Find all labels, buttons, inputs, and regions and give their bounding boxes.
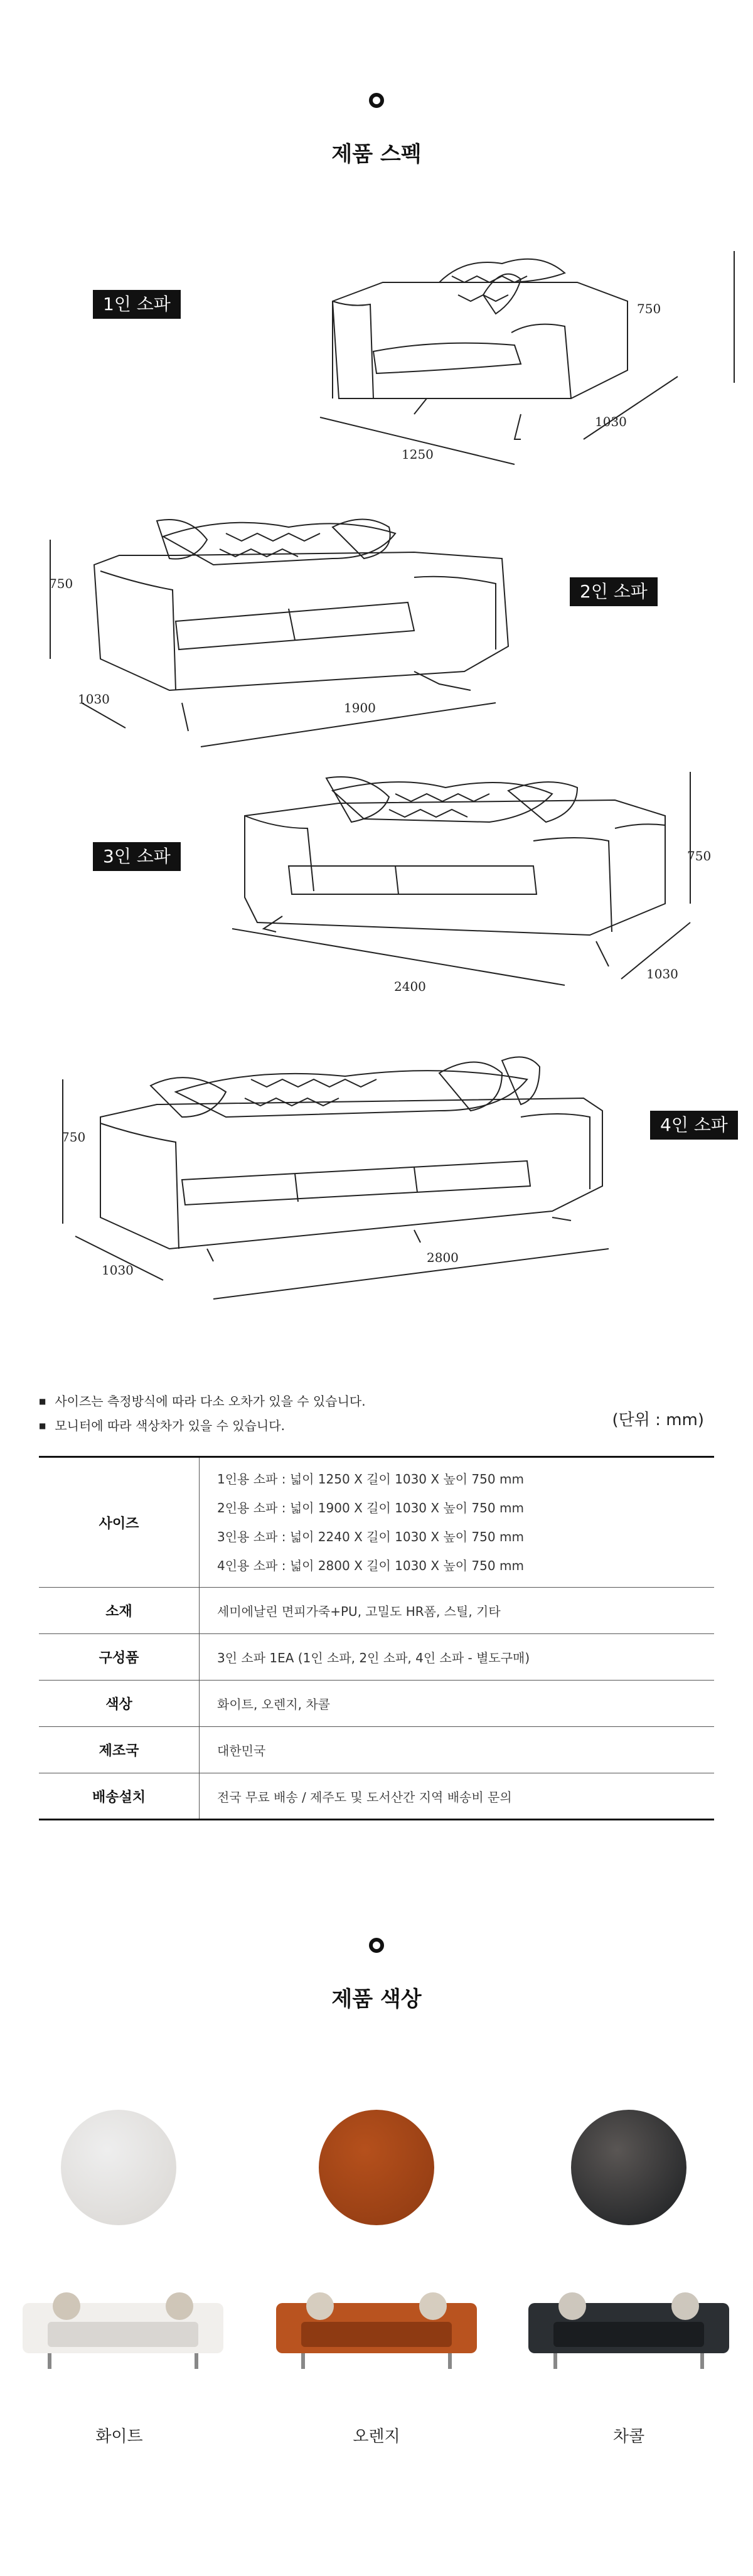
table-header-cell: 소재	[39, 1588, 200, 1634]
size-line: 3인용 소파 : 넓이 2240 X 길이 1030 X 높이 750 mm	[217, 1529, 524, 1544]
size-line: 1인용 소파 : 넓이 1250 X 길이 1030 X 높이 750 mm	[217, 1472, 524, 1487]
color-section-title: 제품 색상	[331, 1987, 422, 2012]
sofa-4-depth-dim: 1030	[102, 1263, 134, 1278]
sofa-photo-white	[23, 2278, 223, 2372]
table-header-cell: 사이즈	[39, 1457, 200, 1588]
sofa-2-drawing	[63, 515, 515, 740]
color-label-orange: 오렌지	[353, 2427, 400, 2446]
color-swatch-white	[61, 2110, 176, 2225]
sofa-1-depth-dim: 1030	[595, 414, 627, 429]
sofa-1-width-dim: 1250	[402, 447, 434, 462]
table-row	[39, 1773, 714, 1820]
section-ring-icon	[369, 1938, 384, 1953]
spec-section-title: 제품 스펙	[331, 142, 422, 167]
table-header-cell: 제조국	[39, 1727, 200, 1773]
table-value-cell: 세미에날린 면피가죽+PU, 고밀도 HR폼, 스틸, 기타	[200, 1588, 715, 1634]
sofa-2-height-dim: 750	[49, 576, 73, 591]
note-item: ■ 모니터에 따라 색상차가 있을 수 있습니다.	[39, 1414, 366, 1439]
note-item: ■ 사이즈는 측정방식에 따라 다소 오차가 있을 수 있습니다.	[39, 1390, 366, 1414]
sofa-4-width-dim: 2800	[427, 1250, 459, 1265]
unit-label: (단위 : mm)	[612, 1411, 704, 1430]
sofa-1-tag: 1인 소파	[93, 290, 181, 319]
table-value-cell: 전국 무료 배송 / 제주도 및 도서산간 지역 배송비 문의	[200, 1773, 715, 1820]
sofa-2-tag: 2인 소파	[570, 577, 658, 606]
sofa-photo-orange	[276, 2278, 477, 2372]
table-row	[39, 1457, 714, 1588]
table-row	[39, 1634, 714, 1681]
color-label-white: 화이트	[95, 2427, 143, 2446]
sofa-1-drawing	[314, 245, 665, 471]
section-ring-icon	[369, 93, 384, 108]
sofa-photo-charcoal	[528, 2278, 729, 2372]
table-value-cell: 대한민국	[200, 1727, 715, 1773]
sofa-3-height-dim: 750	[687, 848, 712, 863]
table-value-cell: 화이트, 오렌지, 차콜	[200, 1681, 715, 1727]
table-header-cell: 구성품	[39, 1634, 200, 1681]
table-header-cell: 색상	[39, 1681, 200, 1727]
table-header-cell: 배송설치	[39, 1773, 200, 1820]
size-line: 4인용 소파 : 넓이 2800 X 길이 1030 X 높이 750 mm	[217, 1558, 524, 1573]
size-line: 2인용 소파 : 넓이 1900 X 길이 1030 X 높이 750 mm	[217, 1500, 524, 1515]
table-value-cell: 3인 소파 1EA (1인 소파, 2인 소파, 4인 소파 - 별도구매)	[200, 1634, 715, 1681]
table-value-cell	[200, 1457, 715, 1588]
notes	[39, 1390, 366, 1439]
color-label-charcoal: 차콜	[612, 2427, 645, 2446]
sofa-1-height-dim: 750	[637, 301, 661, 316]
sofa-2-width-dim: 1900	[344, 700, 376, 715]
sofa-4-tag: 4인 소파	[650, 1111, 738, 1140]
table-row	[39, 1588, 714, 1634]
table-row	[39, 1681, 714, 1727]
table-row	[39, 1727, 714, 1773]
sofa-3-tag: 3인 소파	[93, 842, 181, 871]
color-swatch-charcoal	[571, 2110, 686, 2225]
spec-table	[39, 1456, 714, 1820]
color-swatch-orange	[319, 2110, 434, 2225]
sofa-4-drawing	[63, 1054, 615, 1293]
sofa-2-depth-dim: 1030	[78, 692, 110, 707]
sofa-3-drawing	[238, 778, 690, 1004]
sofa-3-width-dim: 2400	[394, 979, 426, 994]
sofa-3-depth-dim: 1030	[646, 966, 678, 981]
sofa-4-height-dim: 750	[61, 1130, 86, 1145]
